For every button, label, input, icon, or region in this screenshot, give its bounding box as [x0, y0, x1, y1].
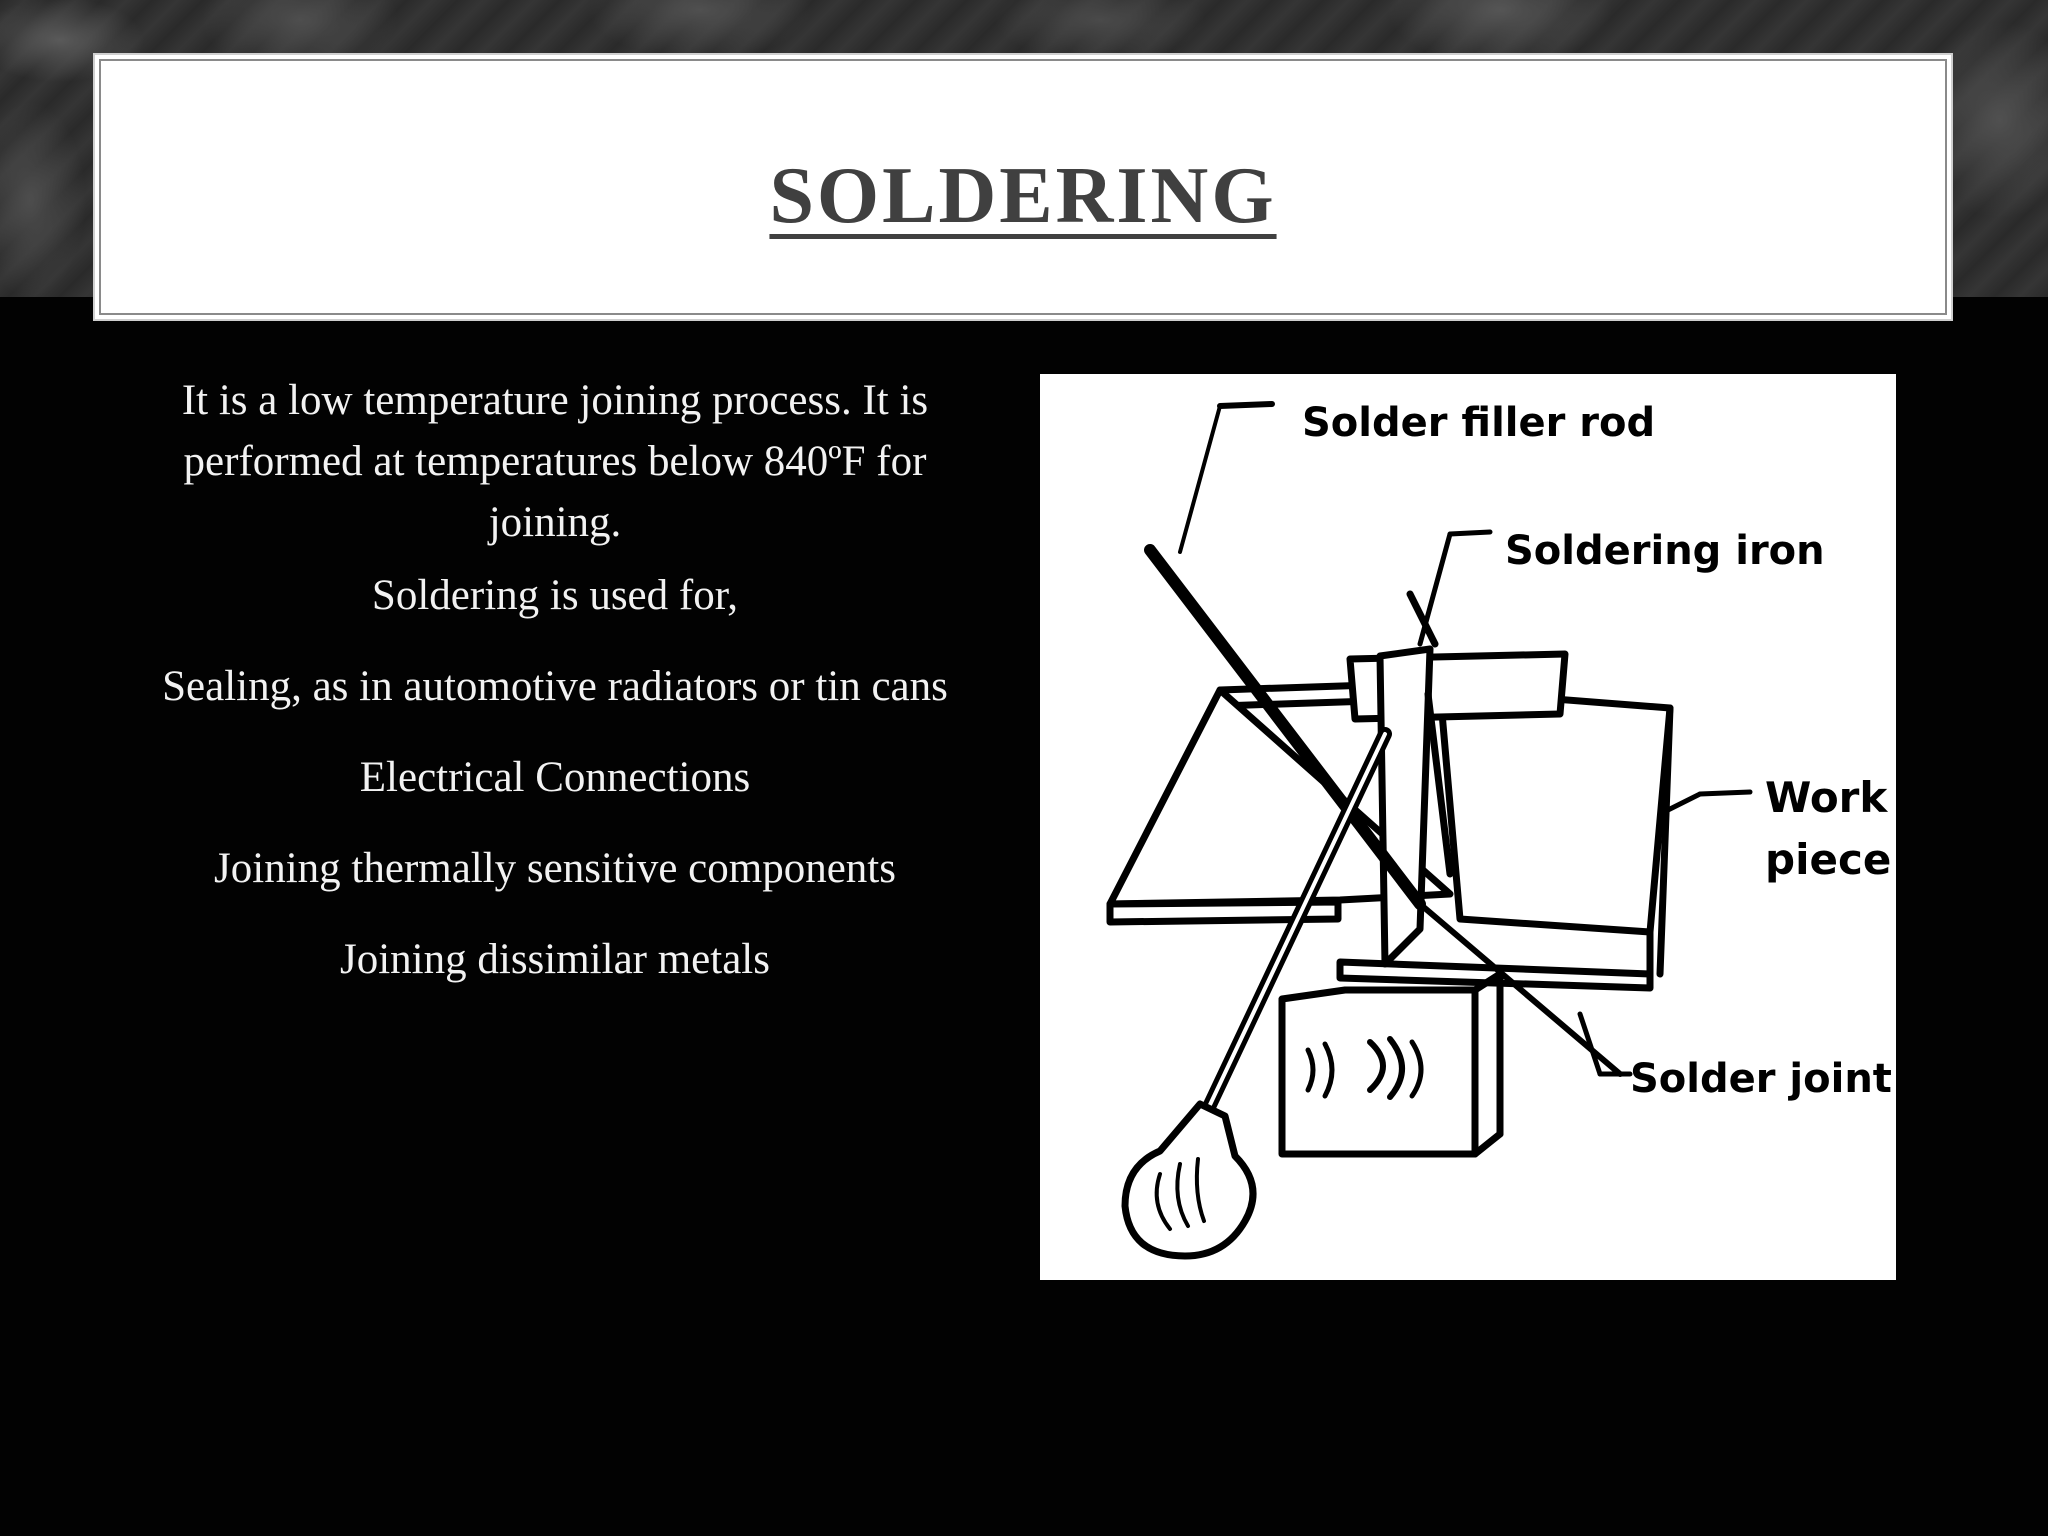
use-item-electrical: Electrical Connections: [359, 754, 751, 801]
use-item-thermally-sensitive: Joining thermally sensitive components: [214, 845, 896, 892]
intro-paragraph: It is a low temperature joining process. It is performed at temperatures below 840ºF for joining.: [181, 377, 929, 546]
title-box-inner: [99, 59, 1947, 315]
use-item-dissimilar-metals: Joining dissimilar metals: [340, 936, 770, 983]
body-text: [130, 370, 980, 990]
slide-title: SOLDERING: [769, 151, 1277, 240]
label-work: Work: [1765, 773, 1888, 822]
soldering-iron-tip: [1380, 594, 1450, 964]
use-item-sealing: Sealing, as in automotive radiators or tin cans: [162, 663, 948, 710]
soldering-diagram-svg: [1040, 374, 1896, 1280]
uses-heading: Soldering is used for,: [371, 572, 739, 619]
soldering-diagram: [1040, 374, 1896, 1280]
label-piece: piece: [1765, 835, 1892, 884]
label-soldering-iron: Soldering iron: [1505, 528, 1825, 574]
title-box: [93, 53, 1953, 321]
label-solder-filler-rod: Solder filler rod: [1302, 400, 1656, 446]
label-solder-joint: Solder joint: [1630, 1056, 1892, 1102]
